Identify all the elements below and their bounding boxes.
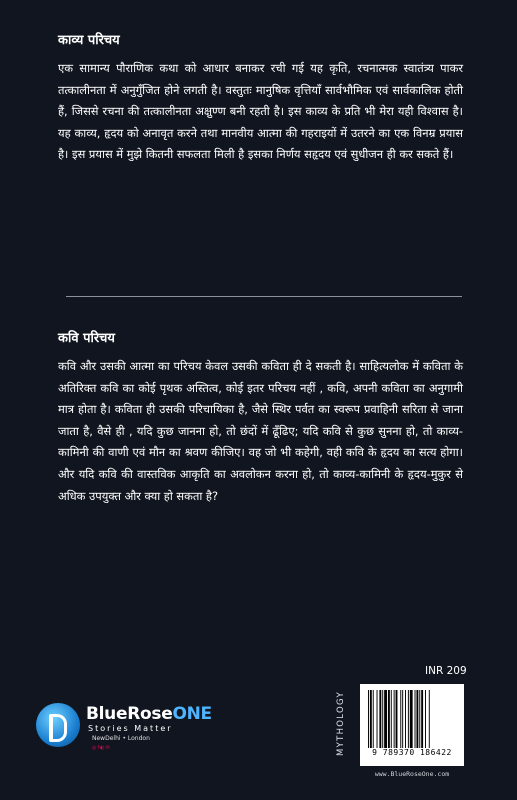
barcode-bar	[408, 690, 409, 748]
barcode-bar	[419, 690, 420, 748]
barcode-bar	[416, 690, 418, 748]
barcode-bar	[415, 690, 416, 748]
barcode-bar	[384, 690, 387, 748]
publisher-brand	[86, 704, 212, 724]
barcode-bar	[425, 690, 426, 748]
barcode-bar	[429, 690, 430, 748]
barcode-bar	[405, 690, 406, 748]
social-icons: ◎f◐✉	[92, 745, 111, 751]
about-poem-section	[58, 30, 463, 166]
about-poet-text: कवि और उसकी आत्मा का परिचय केवल उसकी कविता ही दे सकती है। साहित्यलोक में कविता के अतिरिक्त कवि का कोई पृथक अस्तित्व, कोई इतर परिचय नहीं , कवि, अपनी कविता का अनुगामी मात्र होता है। कविता ही उसकी परिचायिका है, जैसे स्थिर पर्वत का स्वरूप प्रवाहिनी सरिता से जाना जाता है, वैसे ही , यदि कुछ जानना हो, तो छंदों में ढूँढिए; यदि कवि से कुछ सुनना हो, तो काव्य-कामिनी की वाणी एवं मौन का श्रवण कीजिए। वह जो भी कहेगी, वही कवि के हृदय का सत्य होगा। और यदि कवि की वास्तविक आकृति का अवलोकन करना हो, तो काव्य-कामिनी के हृदय-मुकुर से अधिक उपयुक्त और क्या हो सकता है?	[58, 359, 463, 503]
isbn-barcode	[360, 684, 464, 766]
genre-label: MYTHOLOGY	[336, 691, 346, 756]
publisher-website: www.BlueRoseOne.com	[374, 770, 450, 778]
barcode-bar	[391, 690, 392, 748]
barcode-bar	[388, 690, 390, 748]
barcode-bar	[421, 690, 423, 748]
barcode-bar	[394, 690, 395, 748]
publisher-brand-main: BlueRose	[86, 704, 173, 724]
price-label: INR 209	[425, 665, 467, 677]
barcode-bar	[402, 690, 403, 748]
barcode-bar	[410, 690, 413, 748]
barcode-bar	[368, 690, 369, 748]
section-divider	[66, 296, 462, 297]
barcode-bar	[370, 690, 372, 748]
barcode-bar	[377, 690, 378, 748]
about-poet-title: कवि परिचय	[58, 331, 115, 346]
barcode-bar	[396, 690, 398, 748]
publisher-logo	[36, 700, 226, 756]
barcode-bar	[379, 690, 381, 748]
publisher-tagline: Stories Matter	[88, 724, 173, 733]
about-poet-section	[58, 328, 463, 507]
publisher-brand-accent: ONE	[172, 704, 212, 724]
barcode-bar	[400, 690, 401, 748]
barcode-bar	[382, 690, 383, 748]
barcode-bars	[366, 690, 458, 748]
publisher-cities: NewDelhi • London	[92, 735, 150, 742]
publisher-logo-icon	[36, 703, 80, 747]
barcode-bar	[373, 690, 374, 748]
about-poem-text: एक सामान्य पौराणिक कथा को आधार बनाकर रची गई यह कृति, रचनात्मक स्वातंत्र्य पाकर तत्कालीनता में अनुगुँजित होने लगती है। वस्तुतः मानुषिक वृत्तियाँ सार्वभौमिक एवं सार्वकालिक होती हैं, जिससे रचना की तत्कालीनता अक्षुण्ण बनी रहती है। इस काव्य के प्रति भी मेरा यही विश्वास है। यह काव्य, हृदय को अनावृत करने तथा मानवीय आत्मा की गहराइयों में उतरने का एक विनम्र प्रयास है। इस प्रयास में मुझे कितनी सफलता मिली है इसका निर्णय सहृदय एवं सुधीजन ही कर सकते हैं।	[58, 61, 463, 162]
isbn-number: 9 789370 186422	[372, 748, 452, 757]
about-poem-title: काव्य परिचय	[58, 33, 120, 48]
